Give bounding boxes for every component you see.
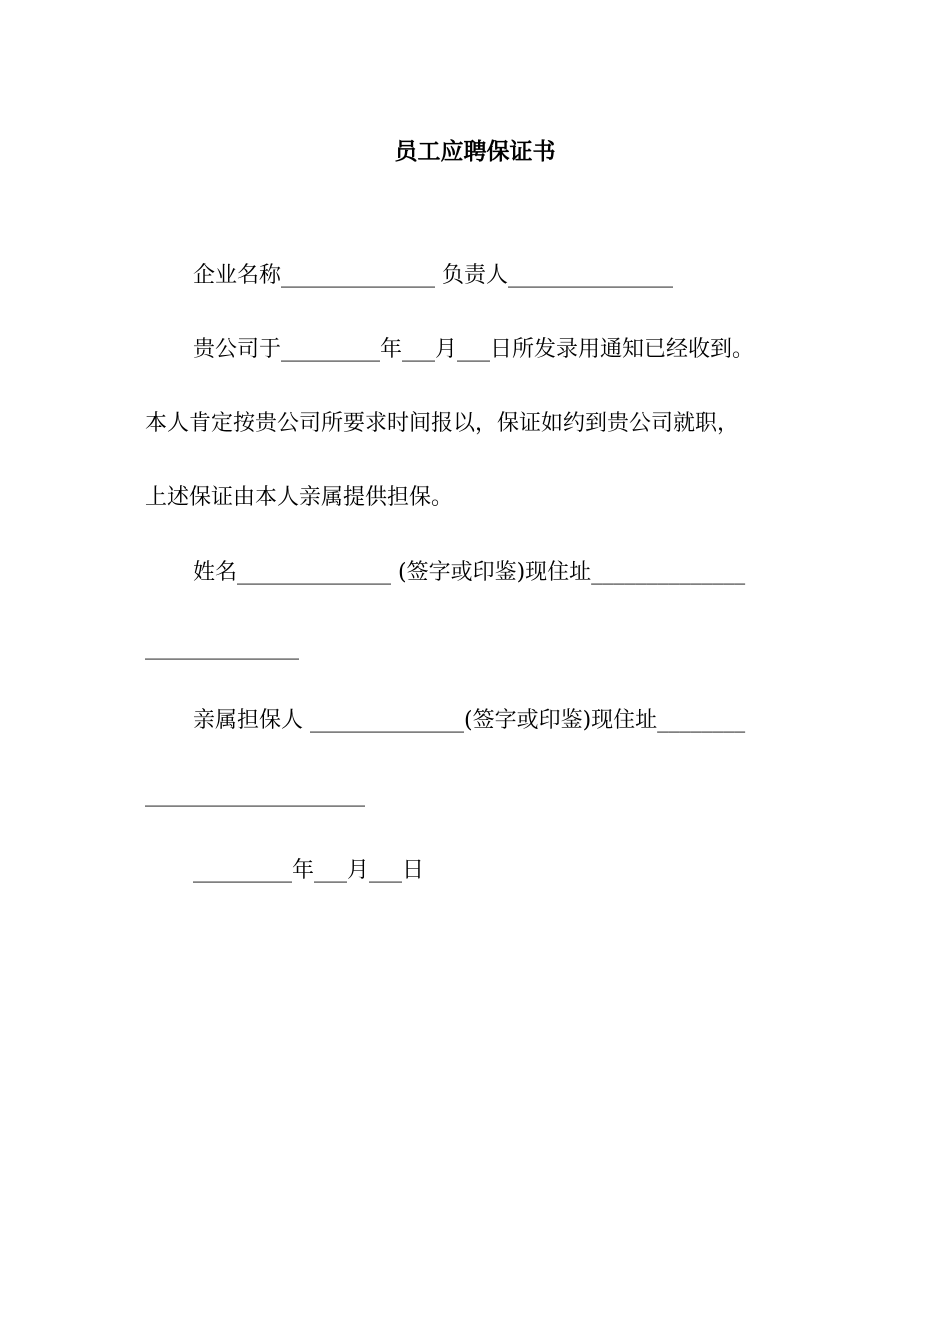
signing-date-line: _________年___月___日	[193, 858, 425, 883]
applicant-name-address-line: 姓名______________ (签字或印鉴)现住址______________	[193, 560, 746, 585]
relative-guarantor-line: 亲属担保人 ______________(签字或印鉴)现住址________	[193, 708, 746, 733]
commitment-line: 本人肯定按贵公司所要求时间报以，保证如约到贵公司就职，	[145, 411, 740, 436]
document-title: 员工应聘保证书	[394, 138, 556, 165]
relative-address-continuation: ____________________	[145, 782, 365, 807]
guarantee-statement-line: 上述保证由本人亲属提供担保。	[145, 485, 454, 510]
notice-received-line: 贵公司于_________年___月___日所发录用通知已经收到。	[193, 337, 755, 362]
company-responsible-line: 企业名称______________ 负责人_______________	[193, 263, 673, 288]
applicant-address-continuation: ______________	[145, 635, 299, 660]
